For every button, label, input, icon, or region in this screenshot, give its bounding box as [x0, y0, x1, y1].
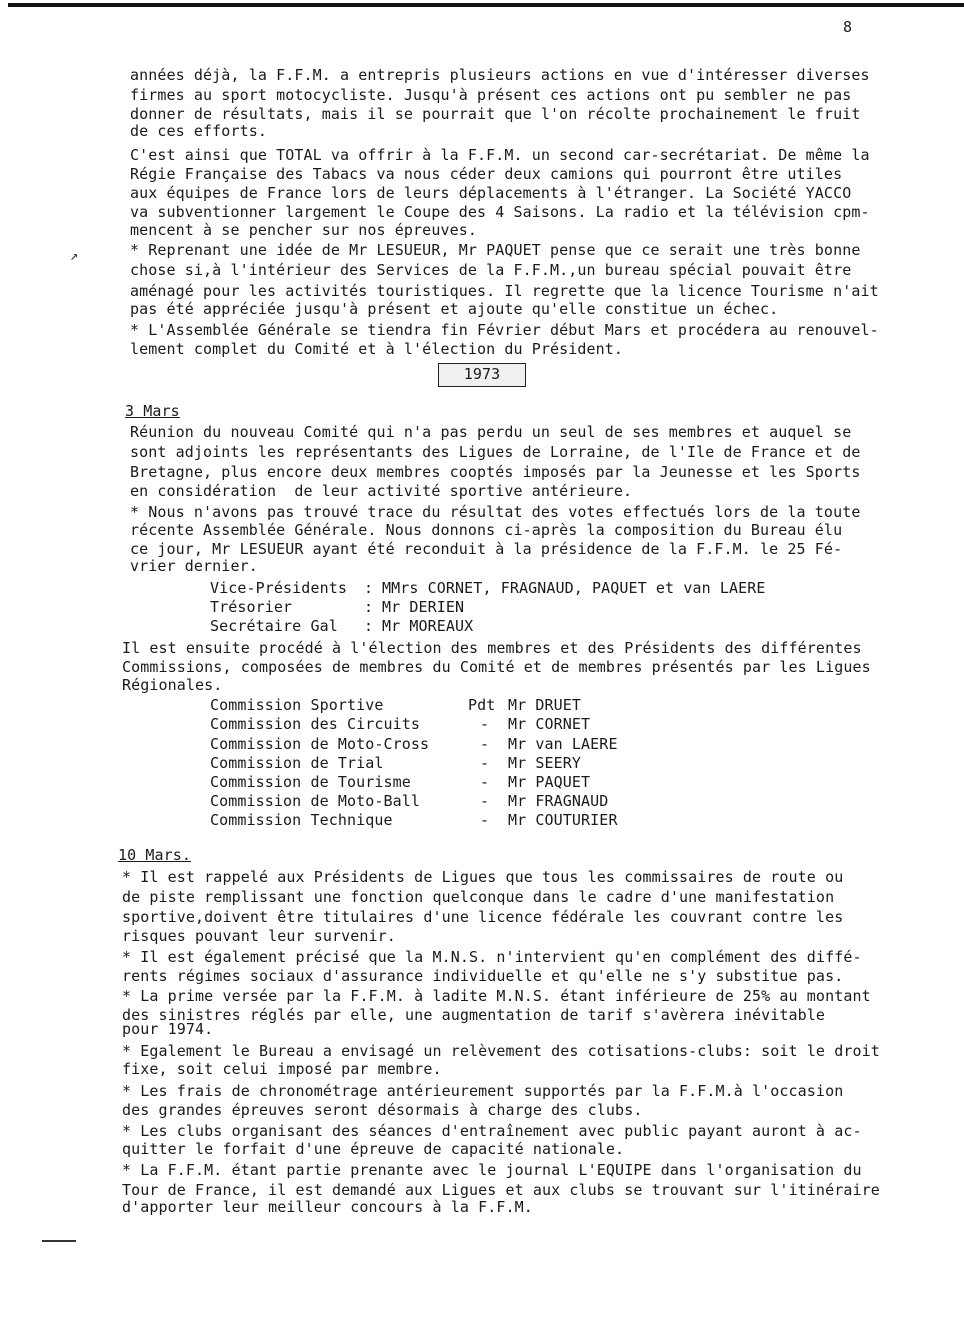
commission-president: Mr FRAGNAUD [508, 792, 609, 810]
bureau-role: Trésorier [210, 598, 293, 616]
bureau-members: MMrs CORNET, FRAGNAUD, PAQUET et van LAERE [382, 579, 766, 597]
commission-name: Commission Sportive [210, 696, 384, 714]
text-line: en considération de leur activité sportive antérieure. [130, 482, 633, 500]
commission-name: Commission de Moto-Ball [210, 792, 421, 810]
bureau-role: Vice-Présidents [210, 579, 347, 597]
text-line: risques pouvant leur survenir. [122, 927, 396, 945]
commission-name: Commission des Circuits [210, 715, 421, 733]
commission-president: Mr DRUET [508, 696, 582, 714]
page-number: 8 [842, 18, 852, 36]
text-line: aménagé pour les activités touristiques. Il regrette que la licence Tourisme n'ait [130, 282, 879, 300]
text-line: va subventionner largement le Coupe des 4 Saisons. La radio et la télévision cpm- [130, 203, 870, 221]
bureau-members: Mr DERIEN [382, 598, 465, 616]
text-line: vrier dernier. [130, 557, 258, 575]
text-line: ce jour, Mr LESUEUR ayant été reconduit à la présidence de la F.F.M. le 25 Fé- [130, 540, 843, 558]
commission-separator: Pdt [468, 696, 496, 714]
text-line: Bretagne, plus encore deux membres cooptés imposés par la Jeunesse et les Sports [130, 463, 861, 481]
commission-separator: - [480, 754, 490, 772]
text-line: Régionales. [122, 676, 223, 694]
text-line: lement complet du Comité et à l'élection du Président. [130, 340, 624, 358]
text-line: * Nous n'avons pas trouvé trace du résultat des votes effectués lors de la toute [130, 503, 861, 521]
bureau-separator: : [364, 579, 374, 597]
commission-president: Mr SEERY [508, 754, 582, 772]
bureau-separator: : [364, 617, 374, 635]
text-line: Tour de France, il est demandé aux Ligues et aux clubs se trouvant sur l'itinéraire [122, 1181, 880, 1199]
text-line: de ces efforts. [130, 122, 267, 140]
text-line: pour 1974. [122, 1020, 214, 1038]
entry-date: 3 Mars [125, 402, 180, 420]
text-line: d'apporter leur meilleur concours à la F.F.M. [122, 1198, 533, 1216]
text-line: sont adjoints les représentants des Ligues de Lorraine, de l'Ile de France et de [130, 443, 861, 461]
commission-president: Mr van LAERE [508, 735, 618, 753]
text-line: des grandes épreuves seront désormais à charge des clubs. [122, 1101, 643, 1119]
text-line: récente Assemblée Générale. Nous donnons ci-après la composition du Bureau élu [130, 521, 843, 539]
text-line: des sinistres réglés par elle, une augmentation de tarif s'avèrera inévitable [122, 1006, 826, 1024]
bureau-separator: : [364, 598, 374, 616]
top-rule [8, 3, 964, 7]
year-heading-text: 1973 [463, 365, 501, 384]
commission-name: Commission de Trial [210, 754, 384, 772]
bottom-mark [42, 1240, 76, 1242]
text-line: * La F.F.M. étant partie prenante avec le journal L'EQUIPE dans l'organisation du [122, 1161, 862, 1179]
text-line: mencent à se pencher sur nos épreuves. [130, 221, 477, 239]
text-line: * Il est rappelé aux Présidents de Ligues que tous les commissaires de route ou [122, 868, 844, 886]
commission-name: Commission de Tourisme [210, 773, 411, 791]
text-line: * La prime versée par la F.F.M. à ladite M.N.S. étant inférieure de 25% au montant [122, 987, 871, 1005]
text-line: de piste remplissant une fonction quelconque dans le cadre d'une manifestation [122, 888, 835, 906]
text-line: chose si,à l'intérieur des Services de la F.F.M.,un bureau spécial pouvait être [130, 261, 852, 279]
text-line: quitter le forfait d'une épreuve de capacité nationale. [122, 1140, 625, 1158]
text-line: * Egalement le Bureau a envisagé un relèvement des cotisations-clubs: soit le droit [122, 1042, 880, 1060]
text-line: Il est ensuite procédé à l'élection des membres et des Présidents des différentes [122, 639, 862, 657]
commission-president: Mr PAQUET [508, 773, 591, 791]
bureau-members: Mr MOREAUX [382, 617, 474, 635]
text-line: aux équipes de France lors de leurs déplacements à l'étranger. La Société YACCO [130, 184, 852, 202]
text-line: fixe, soit celui imposé par membre. [122, 1060, 442, 1078]
commission-separator: - [480, 792, 490, 810]
text-line: Réunion du nouveau Comité qui n'a pas perdu un seul de ses membres et auquel se [130, 423, 852, 441]
text-line: pas été appréciée jusqu'à présent et ajoute qu'elle constitue un échec. [130, 300, 779, 318]
text-line: * Reprenant une idée de Mr LESUEUR, Mr PAQUET pense que ce serait une très bonne [130, 241, 861, 259]
commission-separator: - [480, 811, 490, 829]
year-heading [438, 363, 526, 387]
commission-president: Mr COUTURIER [508, 811, 618, 829]
text-line: * Il est également précisé que la M.N.S. n'intervient qu'en complément des diffé- [122, 948, 862, 966]
text-line: * L'Assemblée Générale se tiendra fin Février début Mars et procédera au renouvel- [130, 321, 879, 339]
bureau-role: Secrétaire Gal [210, 617, 338, 635]
text-line: Régie Française des Tabacs va nous céder deux camions qui pourront être utiles [130, 165, 843, 183]
text-line: donner de résultats, mais il se pourrait que l'on récolte prochainement le fruit [130, 105, 861, 123]
commission-separator: - [480, 735, 490, 753]
text-line: firmes au sport motocycliste. Jusqu'à présent ces actions ont pu sembler ne pas [130, 86, 852, 104]
commission-name: Commission Technique [210, 811, 393, 829]
text-line: rents régimes sociaux d'assurance individuelle et qu'elle ne s'y substitue pas. [122, 967, 844, 985]
text-line: années déjà, la F.F.M. a entrepris plusieurs actions en vue d'intéresser diverses [130, 66, 870, 84]
entry-date: 10 Mars. [118, 846, 192, 864]
text-line: sportive,doivent être titulaires d'une licence fédérale les couvrant contre les [122, 908, 844, 926]
commission-president: Mr CORNET [508, 715, 591, 733]
text-line: Commissions, composées de membres du Comité et de membres présentés par les Ligues [122, 658, 871, 676]
commission-name: Commission de Moto-Cross [210, 735, 430, 753]
commission-separator: - [480, 715, 490, 733]
margin-mark: ↗ [70, 248, 79, 264]
commission-separator: - [480, 773, 490, 791]
text-line: * Les clubs organisant des séances d'entraînement avec public payant auront à ac- [122, 1122, 862, 1140]
text-line: C'est ainsi que TOTAL va offrir à la F.F.M. un second car-secrétariat. De même la [130, 146, 870, 164]
text-line: * Les frais de chronométrage antérieurement supportés par la F.F.M.à l'occasion [122, 1082, 844, 1100]
